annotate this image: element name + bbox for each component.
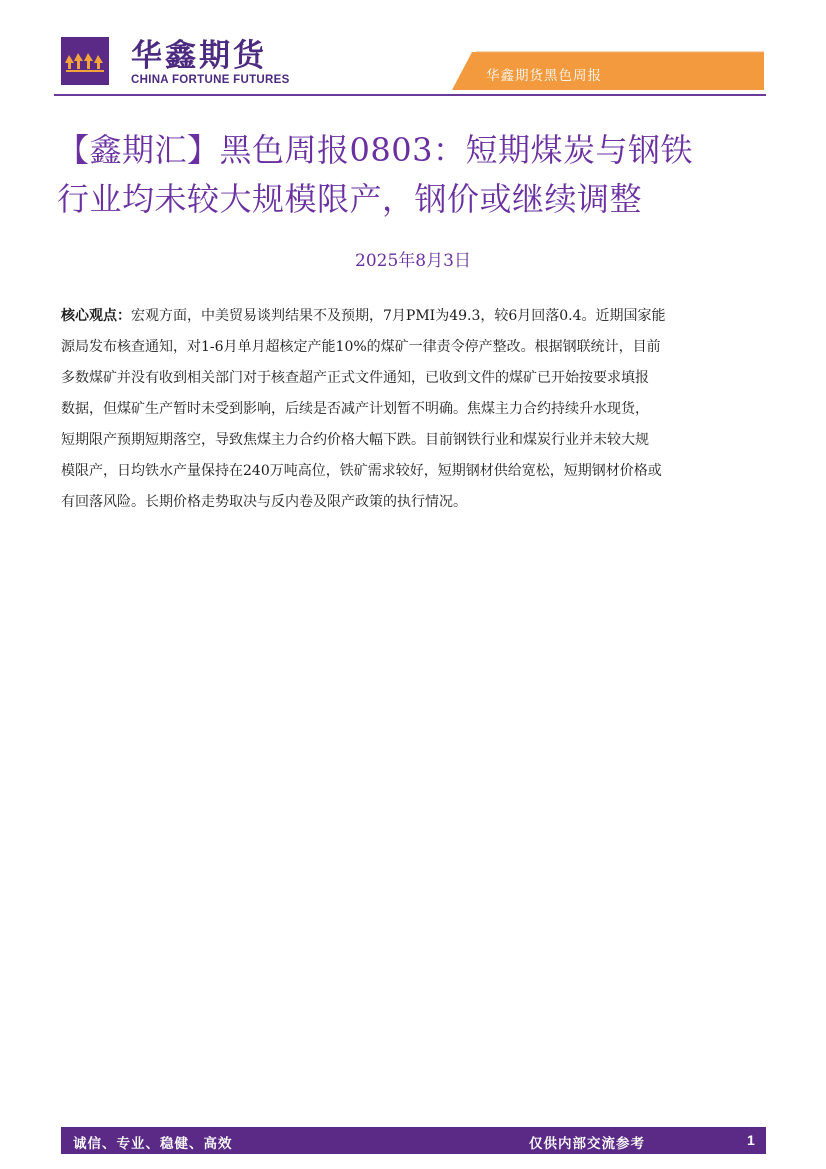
report-title: [57, 126, 787, 224]
body-line: 模限产，日均铁水产量保持在240万吨高位，铁矿需求较好，短期钢材供给宽松，短期钢材价格或: [61, 463, 662, 479]
report-tag: [452, 50, 766, 92]
company-logo-icon: [61, 37, 109, 85]
title-line-2: 行业均未较大规模限产，钢价或继续调整: [57, 180, 643, 218]
report-tag-label: 华鑫期货黑色周报: [486, 68, 602, 84]
body-line: 数据，但煤矿生产暂时未受到影响，后续是否减产计划暂不明确。焦煤主力合约持续升水现货，: [61, 401, 649, 417]
body-line: 多数煤矿并没有收到相关部门对于核查超产正式文件通知，已收到文件的煤矿已开始按要求填报: [61, 370, 649, 386]
header-divider: [54, 94, 766, 96]
body-line: [61, 301, 773, 332]
core-view-label: 核心观点：: [61, 308, 131, 324]
page-header: [0, 0, 826, 100]
body-line: 有回落风险。长期价格走势取决与反内卷及限产政策的执行情况。: [61, 494, 467, 510]
body-line: 源局发布核查通知，对1-6月单月超核定产能10%的煤矿一律责令停产整改。根据钢联统计，目前: [61, 339, 661, 355]
footer-slogan: 诚信、专业、稳健、高效: [73, 1136, 233, 1152]
brand-name-cn: 华鑫期货: [131, 38, 267, 74]
title-line-1: 【鑫期汇】黑色周报0803：短期煤炭与钢铁: [57, 131, 693, 169]
brand-name-en: CHINA FORTUNE FUTURES: [131, 74, 290, 86]
footer-disclaimer: 仅供内部交流参考: [529, 1136, 645, 1152]
page-footer: [61, 1127, 766, 1154]
report-date: 2025年8月3日: [355, 251, 471, 271]
body-line: 短期限产预期短期落空，导致焦煤主力合约价格大幅下跌。目前钢铁行业和煤炭行业并未较大规: [61, 432, 649, 448]
core-view-paragraph: [61, 301, 773, 518]
page-number: 1: [747, 1132, 755, 1148]
body-line-text: 宏观方面，中美贸易谈判结果不及预期，7月PMI为49.3，较6月回落0.4。近期国家能: [131, 308, 666, 324]
